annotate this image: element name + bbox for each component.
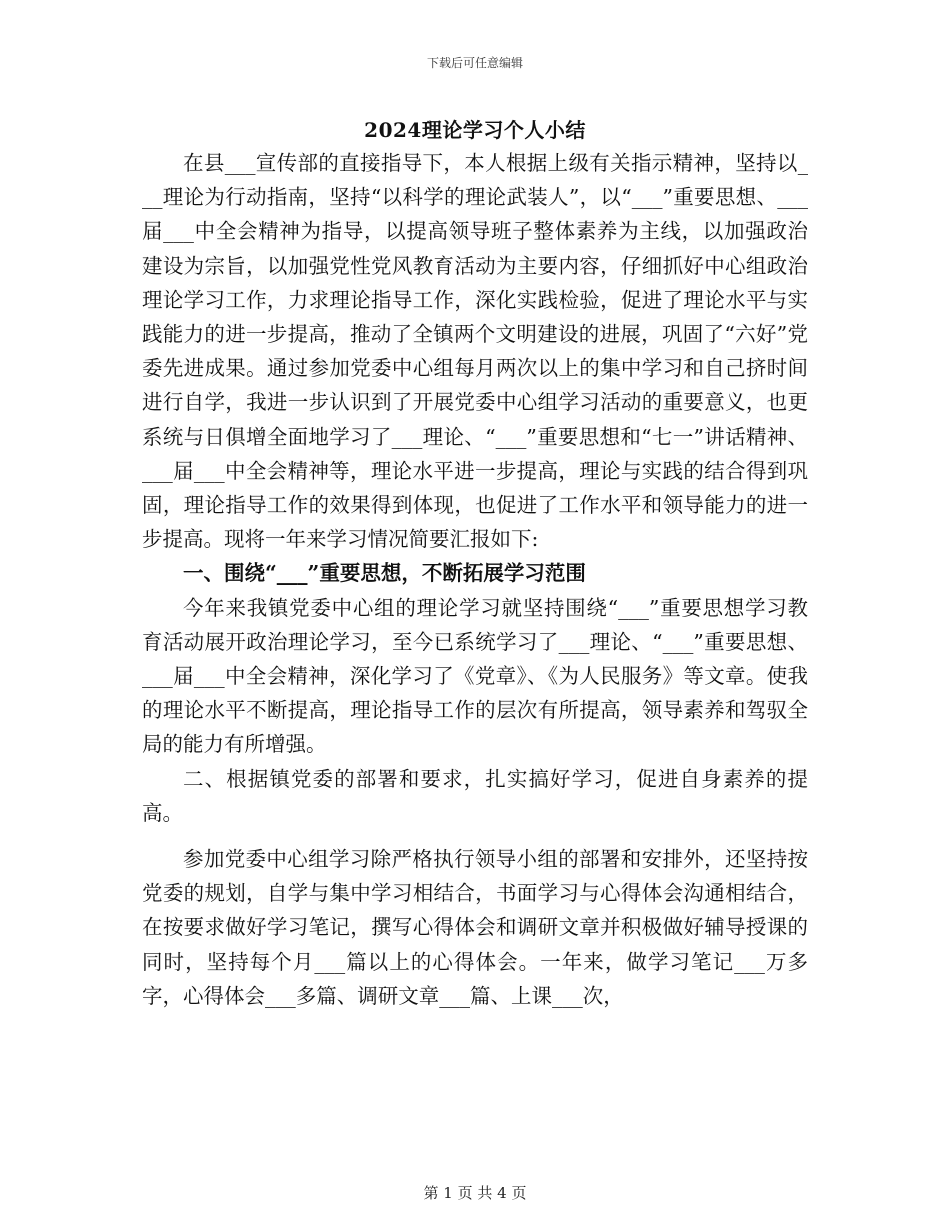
section-heading-2: 二、根据镇党委的部署和要求，扎实搞好学习，促进自身素养的提高。 <box>142 766 808 825</box>
paragraph-section-1: 今年来我镇党委中心组的理论学习就坚持围绕“___”重要思想学习教育活动展开政治理论学习，至今已系统学习了___理论、“___”重要思想、___届___中全会精神，深化学习了《党章》、《为人民服务》等文章。使我的理论水平不断提高，理论指导工作的层次有所提高，领导素养和驾驭全局的能力有所增强。 <box>142 595 808 757</box>
header-note: 下载后可任意编辑 <box>426 56 523 70</box>
page-footer: 第 1 页 共 4 页 <box>423 1184 527 1202</box>
paragraph-section-2: 参加党委中心组学习除严格执行领导小组的部署和安排外，还坚持按党委的规划，自学与集中学习相结合，书面学习与心得体会沟通相结合，在按要求做好学习笔记，撰写心得体会和调研文章并积极做好辅导授课的同时，坚持每个月___篇以上的心得体会。一年来，做学习笔记___万多字，心得体会___多篇、调研文章___篇、上课___次， <box>142 847 808 1008</box>
paragraph-intro: 在县___宣传部的直接指导下，本人根据上级有关指示精神，坚持以___理论为行动指南，坚持“以科学的理论武装人”，以“___”重要思想、___届___中全会精神为指导，以提高领导班子整体素养为主线，以加强政治建设为宗旨，以加强党性党风教育活动为主要内容，仔细抓好中心组政治理论学习工作，力求理论指导工作，深化实践检验，促进了理论水平与实践能力的进一步提高，推动了全镇两个文明建设的进展，巩固了“六好”党委先进成果。通过参加党委中心组每月两次以上的集中学习和自己挤时间进行自学，我进一步认识到了开展党委中心组学习活动的重要意义，也更系统与日俱增全面地学习了___理论、“___”重要思想和“七一”讲话精神、___届___中全会精神等，理论水平进一步提高，理论与实践的结合得到巩固，理论指导工作的效果得到体现，也促进了工作水平和领导能力的进一步提高。现将一年来学习情况简要汇报如下: <box>142 151 808 552</box>
document-title: 2024理论学习个人小结 <box>364 118 586 142</box>
document-body <box>142 146 808 1013</box>
section-heading-1: 一、围绕“___”重要思想，不断拓展学习范围 <box>183 561 586 586</box>
